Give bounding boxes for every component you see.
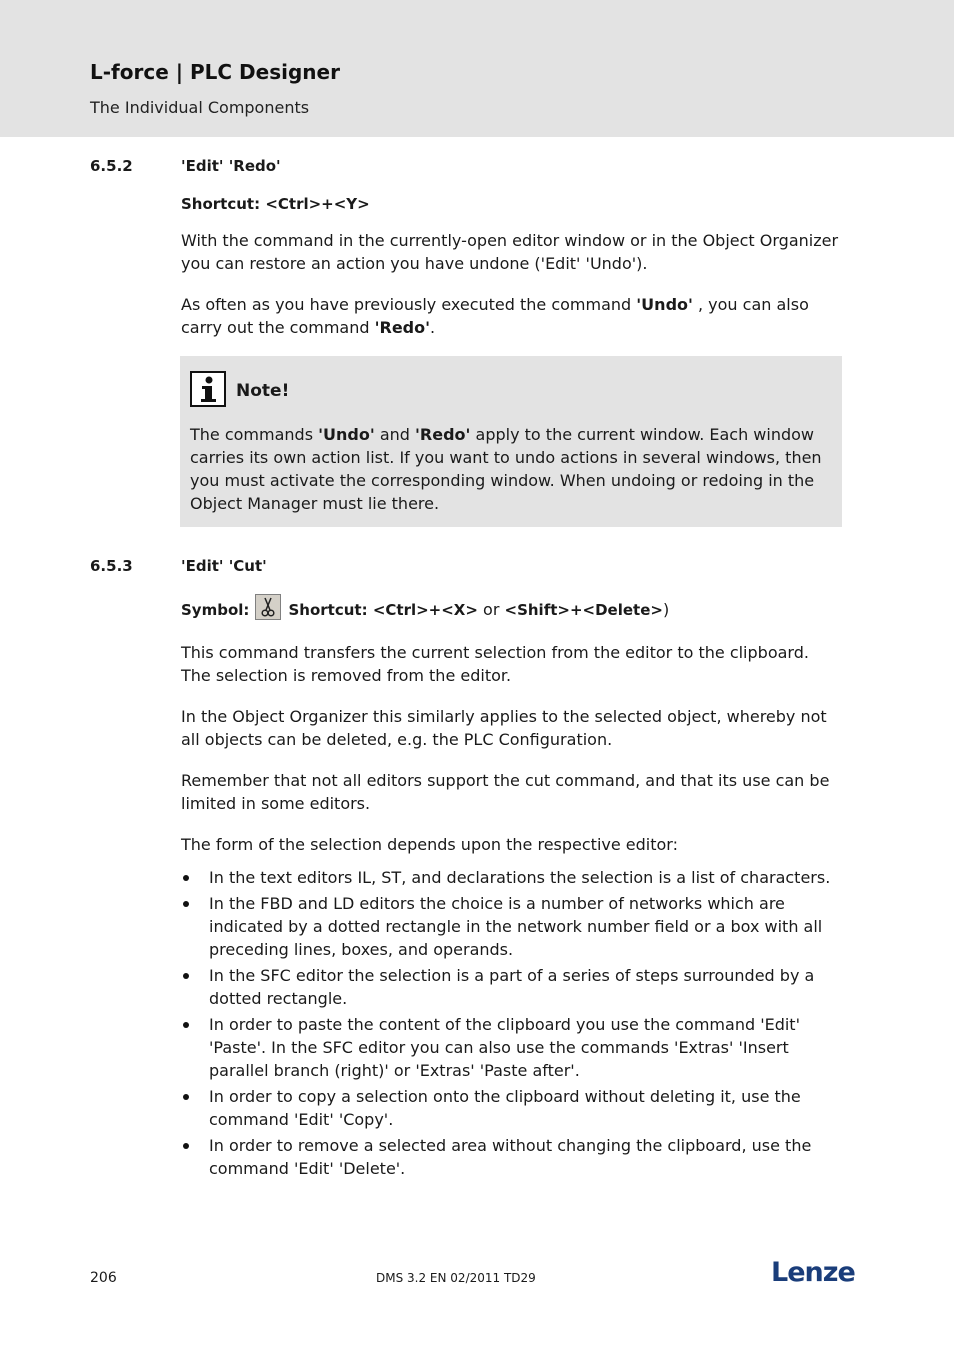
bullet-icon [183, 1022, 189, 1028]
cut-paragraph-4: The form of the selection depends upon the respective editor: [181, 835, 678, 854]
redo-term: 'Redo' [415, 425, 471, 444]
cut-shortcut-primary: Shortcut: <Ctrl>+<X> [288, 601, 478, 619]
page-number: 206 [90, 1270, 117, 1286]
list-item [181, 892, 843, 961]
cut-paragraph-2: In the Object Organizer this similarly applies to the selected object, whereby not all objects can be deleted, e.g. the PLC Configuration. [181, 707, 827, 749]
text: or [477, 600, 505, 619]
list-item-text: In the SFC editor the selection is a part of a series of steps surrounded by a dotted rectangle. [209, 966, 815, 1008]
text: As often as you have previously executed the command [181, 295, 637, 314]
cut-symbol-shortcut-line [181, 594, 841, 625]
list-item-text: In the text editors IL, ST, and declarations the selection is a list of characters. [209, 868, 831, 887]
section-title-redo: 'Edit' 'Redo' [181, 157, 281, 175]
note-text [190, 423, 835, 515]
list-item-text: In order to remove a selected area without changing the clipboard, use the command 'Edit' 'Delete'. [209, 1136, 812, 1178]
section-title-cut: 'Edit' 'Cut' [181, 557, 267, 575]
document-subtitle: The Individual Components [90, 98, 310, 117]
bullet-icon [183, 1094, 189, 1100]
scissors-icon [255, 594, 281, 620]
undo-term: 'Undo' [636, 295, 693, 314]
cut-shortcut-alt: <Shift>+<Delete> [504, 601, 663, 619]
list-item [181, 866, 843, 889]
redo-shortcut: Shortcut: <Ctrl>+<Y> [181, 195, 370, 213]
note-box [180, 356, 842, 527]
text: . [430, 318, 436, 337]
info-icon [190, 371, 226, 407]
list-item-text: In order to paste the content of the clipboard you use the command 'Edit' 'Paste'. In the SFC editor you can also use the commands 'Extras' 'Insert parallel branch (right)' or 'Extras' 'Paste after'. [209, 1015, 800, 1080]
list-item [181, 964, 843, 1010]
bullet-icon [183, 1143, 189, 1149]
text: and [374, 425, 416, 444]
redo-paragraph-1: With the command in the currently-open editor window or in the Object Organizer you can restore an action you have undone ('Edit' 'Undo'). [181, 231, 839, 273]
redo-term: 'Redo' [374, 318, 431, 337]
undo-term: 'Undo' [318, 425, 375, 444]
symbol-label: Symbol: [181, 601, 250, 619]
section-number-redo: 6.5.2 [90, 157, 133, 175]
document-title: L-force | PLC Designer [90, 60, 340, 84]
text: apply to the current window. Each window carries its own action list. If you want to undo actions in several windows, then you must activate the corresponding window. When undoing or redoing in the Object Manager must lie there. [190, 425, 822, 513]
page-header [0, 0, 954, 137]
bullet-icon [183, 973, 189, 979]
list-item-text: In the FBD and LD editors the choice is a number of networks which are indicated by a dotted rectangle in the network number field or a box with all preceding lines, boxes, and operands. [209, 894, 823, 959]
cut-paragraph-3: Remember that not all editors support the cut command, and that its use can be limited in some editors. [181, 771, 830, 813]
text: ) [662, 600, 670, 619]
section-number-cut: 6.5.3 [90, 557, 133, 575]
cut-paragraph-1: This command transfers the current selection from the editor to the clipboard. The selection is removed from the editor. [181, 643, 809, 685]
redo-paragraph-2 [181, 293, 841, 339]
list-item [181, 1085, 843, 1131]
list-item [181, 1013, 843, 1082]
list-item-text: In order to copy a selection onto the clipboard without deleting it, use the command 'Edit' 'Copy'. [209, 1087, 801, 1129]
lenze-logo: Lenze [771, 1257, 855, 1288]
note-title: Note! [236, 381, 290, 401]
selection-bullet-list [181, 866, 843, 1183]
bullet-icon [183, 875, 189, 881]
text: , you can also carry out the command [181, 295, 809, 337]
document-code: DMS 3.2 EN 02/2011 TD29 [376, 1271, 536, 1285]
bullet-icon [183, 901, 189, 907]
text: The commands [190, 425, 319, 444]
list-item [181, 1134, 843, 1180]
